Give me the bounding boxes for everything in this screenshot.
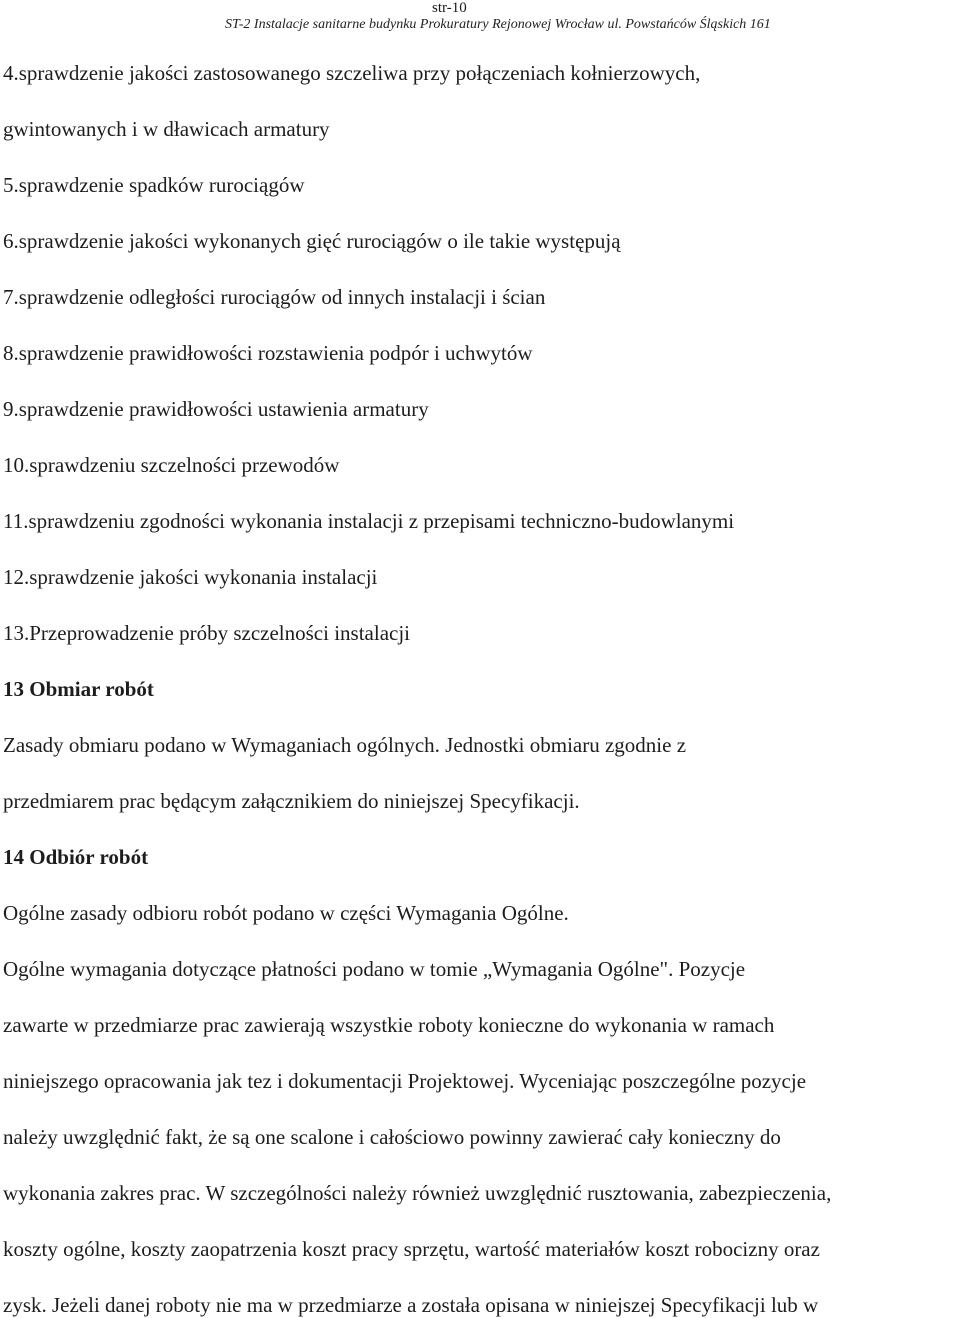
- page-number: str-10: [432, 0, 467, 16]
- checklist-item: 4.sprawdzenie jakości zastosowanego szczeliwa przy połączeniach kołnierzowych,: [3, 61, 701, 85]
- checklist-item: 10.sprawdzeniu szczelności przewodów: [3, 453, 340, 477]
- paragraph-line: koszty ogólne, koszty zaopatrzenia koszt pracy sprzętu, wartość materiałów koszt robocizny oraz: [3, 1237, 820, 1261]
- paragraph-line: zawarte w przedmiarze prac zawierają wszystkie roboty konieczne do wykonania w ramach: [3, 1013, 775, 1037]
- checklist-item: 5.sprawdzenie spadków rurociągów: [3, 173, 305, 197]
- checklist-item: 6.sprawdzenie jakości wykonanych gięć rurociągów o ile takie występują: [3, 229, 621, 253]
- section-heading: 13 Obmiar robót: [3, 677, 154, 701]
- paragraph-line: Ogólne zasady odbioru robót podano w części Wymagania Ogólne.: [3, 901, 569, 925]
- checklist-item: 9.sprawdzenie prawidłowości ustawienia armatury: [3, 397, 429, 421]
- checklist-item: 12.sprawdzenie jakości wykonania instalacji: [3, 565, 378, 589]
- document-subtitle: ST-2 Instalacje sanitarne budynku Prokuratury Rejonowej Wrocław ul. Powstańców Śląskich 161: [225, 17, 771, 32]
- checklist-item: 8.sprawdzenie prawidłowości rozstawienia podpór i uchwytów: [3, 341, 533, 365]
- paragraph-line: wykonania zakres prac. W szczególności należy również uwzględnić rusztowania, zabezpieczenia,: [3, 1181, 832, 1205]
- checklist-item: gwintowanych i w dławicach armatury: [3, 117, 330, 141]
- paragraph-line: przedmiarem prac będącym załącznikiem do niniejszej Specyfikacji.: [3, 789, 580, 813]
- checklist-item: 13.Przeprowadzenie próby szczelności instalacji: [3, 621, 411, 645]
- checklist-item: 7.sprawdzenie odległości rurociągów od innych instalacji i ścian: [3, 285, 546, 309]
- checklist-item: 11.sprawdzeniu zgodności wykonania instalacji z przepisami techniczno-budowlanymi: [3, 509, 735, 533]
- paragraph-line: Zasady obmiaru podano w Wymaganiach ogólnych. Jednostki obmiaru zgodnie z: [3, 733, 687, 757]
- paragraph-line: zysk. Jeżeli danej roboty nie ma w przedmiarze a została opisana w niniejszej Specyfikacji lub w: [3, 1293, 819, 1317]
- paragraph-line: Ogólne wymagania dotyczące płatności podano w tomie „Wymagania Ogólne". Pozycje: [3, 957, 746, 981]
- paragraph-line: niniejszego opracowania jak tez i dokumentacji Projektowej. Wyceniając poszczególne pozycje: [3, 1069, 807, 1093]
- paragraph-line: należy uwzględnić fakt, że są one scalone i całościowo powinny zawierać cały konieczny do: [3, 1125, 781, 1149]
- section-heading: 14 Odbiór robót: [3, 845, 149, 869]
